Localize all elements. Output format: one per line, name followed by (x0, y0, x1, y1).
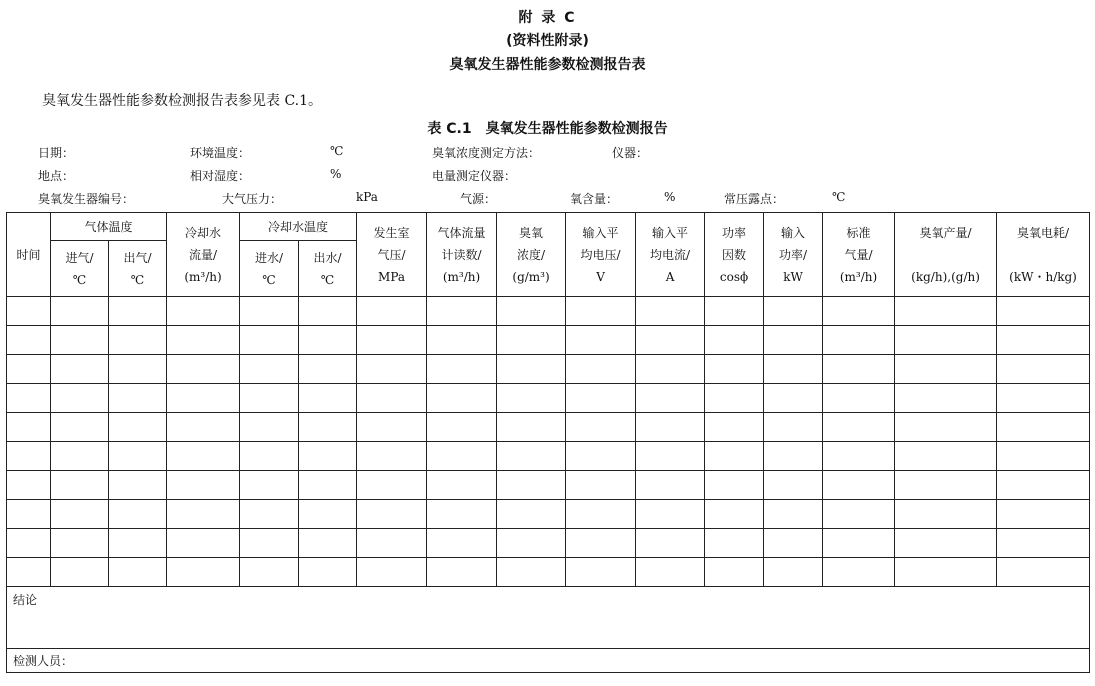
col-time: 时间 (7, 213, 51, 297)
table-row (7, 442, 1090, 471)
table-cell[interactable] (997, 558, 1090, 587)
table-cell[interactable] (497, 529, 566, 558)
table-cell[interactable] (427, 413, 497, 442)
table-cell[interactable] (109, 529, 167, 558)
table-cell[interactable] (51, 355, 109, 384)
col-ozone-output: 臭氧产量/ (kg/h),(g/h) (895, 213, 997, 297)
table-cell[interactable] (705, 558, 764, 587)
col-power-factor: 功率 因数 cosϕ (705, 213, 764, 297)
table-cell[interactable] (823, 500, 895, 529)
table-cell[interactable] (566, 500, 636, 529)
table-cell[interactable] (764, 500, 823, 529)
intro-text: 臭氧发生器性能参数检测报告表参见表 C.1。 (42, 93, 323, 109)
table-cell[interactable] (7, 413, 51, 442)
table-cell[interactable] (357, 413, 427, 442)
col-cooling-temp: 冷却水温度 (240, 213, 357, 241)
table-cell[interactable] (109, 442, 167, 471)
location-label: 地点： (38, 169, 75, 183)
table-cell[interactable] (636, 413, 705, 442)
table-cell[interactable] (299, 471, 357, 500)
table-cell[interactable] (357, 558, 427, 587)
table-cell[interactable] (427, 471, 497, 500)
env-temp-label: 环境温度： (190, 146, 251, 160)
appendix-heading: 附 录 C (518, 10, 577, 26)
table-cell[interactable] (427, 500, 497, 529)
table-cell[interactable] (566, 471, 636, 500)
table-row (7, 355, 1090, 384)
col-gas-temp: 气体温度 (51, 213, 167, 241)
table-cell[interactable] (997, 413, 1090, 442)
table-cell[interactable] (764, 442, 823, 471)
table-row (7, 326, 1090, 355)
table-row (7, 500, 1090, 529)
table-cell[interactable] (895, 413, 997, 442)
table-cell[interactable] (357, 442, 427, 471)
table-cell[interactable] (240, 413, 299, 442)
table-cell[interactable] (167, 413, 240, 442)
pressure-unit: kPa (356, 190, 378, 204)
date-label: 日期： (38, 146, 75, 160)
table-cell[interactable] (240, 384, 299, 413)
inspector-cell[interactable] (7, 649, 1090, 673)
table-cell[interactable] (299, 413, 357, 442)
table-cell[interactable] (51, 297, 109, 326)
table-cell[interactable] (299, 355, 357, 384)
table-cell[interactable] (566, 413, 636, 442)
table-cell[interactable] (497, 384, 566, 413)
oxygen-label: 氧含量： (570, 192, 619, 206)
table-cell[interactable] (764, 326, 823, 355)
table-cell[interactable] (823, 355, 895, 384)
env-temp-unit: ℃ (330, 144, 344, 158)
table-cell[interactable] (357, 529, 427, 558)
table-cell[interactable] (764, 558, 823, 587)
instrument-label: 仪器： (612, 146, 649, 160)
table-row (7, 529, 1090, 558)
table-cell[interactable] (636, 471, 705, 500)
table-cell[interactable] (566, 442, 636, 471)
table-cell[interactable] (705, 384, 764, 413)
table-cell[interactable] (167, 355, 240, 384)
table-cell[interactable] (636, 297, 705, 326)
table-cell[interactable] (109, 558, 167, 587)
table-cell[interactable] (497, 355, 566, 384)
table-cell[interactable] (427, 297, 497, 326)
col-flow-meter: 气体流量 计读数/ (m³/h) (427, 213, 497, 297)
table-cell[interactable] (823, 413, 895, 442)
table-cell[interactable] (427, 355, 497, 384)
table-cell[interactable] (7, 558, 51, 587)
col-power-consumption: 臭氧电耗/ (kW・h/kg) (997, 213, 1090, 297)
table-cell[interactable] (109, 500, 167, 529)
table-cell[interactable] (240, 500, 299, 529)
report-table (6, 212, 1090, 673)
table-cell[interactable] (705, 413, 764, 442)
table-cell[interactable] (51, 442, 109, 471)
table-cell[interactable] (51, 471, 109, 500)
table-cell[interactable] (167, 529, 240, 558)
table-cell[interactable] (497, 442, 566, 471)
table-row (7, 384, 1090, 413)
table-cell[interactable] (7, 355, 51, 384)
table-cell[interactable] (636, 529, 705, 558)
table-cell[interactable] (299, 500, 357, 529)
table-cell[interactable] (357, 297, 427, 326)
table-cell[interactable] (357, 326, 427, 355)
table-cell[interactable] (7, 442, 51, 471)
table-cell[interactable] (109, 326, 167, 355)
table-cell[interactable] (7, 471, 51, 500)
gas-source-label: 气源： (460, 192, 497, 206)
table-cell[interactable] (895, 442, 997, 471)
table-cell[interactable] (636, 355, 705, 384)
table-cell[interactable] (895, 355, 997, 384)
table-cell[interactable] (566, 326, 636, 355)
table-cell[interactable] (167, 384, 240, 413)
table-cell[interactable] (895, 326, 997, 355)
table-cell[interactable] (823, 471, 895, 500)
table-cell[interactable] (997, 297, 1090, 326)
table-cell[interactable] (240, 297, 299, 326)
table-cell[interactable] (997, 384, 1090, 413)
table-cell[interactable] (823, 297, 895, 326)
table-cell[interactable] (764, 529, 823, 558)
col-chamber-pressure: 发生室 气压/ MPa (357, 213, 427, 297)
table-cell[interactable] (357, 500, 427, 529)
table-row (7, 471, 1090, 500)
table-cell[interactable] (566, 297, 636, 326)
col-input-voltage: 输入平 均电压/ V (566, 213, 636, 297)
table-cell[interactable] (566, 529, 636, 558)
table-cell[interactable] (764, 355, 823, 384)
table-cell[interactable] (497, 413, 566, 442)
table-cell[interactable] (636, 500, 705, 529)
col-standard-gas: 标准 气量/ (m³/h) (823, 213, 895, 297)
table-cell[interactable] (240, 355, 299, 384)
table-cell[interactable] (51, 529, 109, 558)
table-cell[interactable] (997, 471, 1090, 500)
table-cell[interactable] (895, 529, 997, 558)
col-gas-out: 出气/ ℃ (109, 241, 167, 297)
table-cell[interactable] (167, 326, 240, 355)
table-cell[interactable] (895, 471, 997, 500)
table-cell[interactable] (705, 529, 764, 558)
table-row (7, 297, 1090, 326)
table-cell[interactable] (427, 384, 497, 413)
table-cell[interactable] (764, 297, 823, 326)
dew-point-label: 常压露点： (724, 192, 785, 206)
table-cell[interactable] (167, 442, 240, 471)
table-cell[interactable] (109, 413, 167, 442)
table-cell[interactable] (427, 529, 497, 558)
table-cell[interactable] (240, 326, 299, 355)
table-cell[interactable] (997, 355, 1090, 384)
table-cell[interactable] (109, 355, 167, 384)
table-cell[interactable] (705, 355, 764, 384)
table-cell[interactable] (240, 529, 299, 558)
conclusion-label: 结论 (13, 593, 38, 607)
table-row (7, 413, 1090, 442)
table-cell[interactable] (7, 500, 51, 529)
table-cell[interactable] (997, 500, 1090, 529)
table-cell[interactable] (167, 297, 240, 326)
table-cell[interactable] (299, 326, 357, 355)
appendix-title: 臭氧发生器性能参数检测报告表 (449, 57, 646, 73)
table-cell[interactable] (764, 384, 823, 413)
col-input-power: 输入 功率/ kW (764, 213, 823, 297)
table-cell[interactable] (705, 297, 764, 326)
table-cell[interactable] (823, 384, 895, 413)
table-cell[interactable] (636, 326, 705, 355)
table-cell[interactable] (299, 297, 357, 326)
table-cell[interactable] (167, 558, 240, 587)
inspector-label: 检测人员： (13, 653, 74, 668)
table-cell[interactable] (109, 297, 167, 326)
table-cell[interactable] (823, 558, 895, 587)
table-cell[interactable] (997, 442, 1090, 471)
table-cell[interactable] (497, 471, 566, 500)
col-input-current: 输入平 均电流/ A (636, 213, 705, 297)
table-cell[interactable] (566, 558, 636, 587)
humidity-label: 相对湿度： (190, 169, 251, 183)
generator-no-label: 臭氧发生器编号： (38, 192, 135, 206)
table-cell[interactable] (636, 558, 705, 587)
table-cell[interactable] (997, 529, 1090, 558)
table-cell[interactable] (823, 529, 895, 558)
table-cell[interactable] (497, 500, 566, 529)
table-cell[interactable] (357, 355, 427, 384)
table-cell[interactable] (357, 384, 427, 413)
col-water-in: 进水/ ℃ (240, 241, 299, 297)
col-gas-in: 进气/ ℃ (51, 241, 109, 297)
table-cell[interactable] (497, 558, 566, 587)
table-cell[interactable] (299, 384, 357, 413)
table-cell[interactable] (497, 326, 566, 355)
table-cell[interactable] (7, 326, 51, 355)
table-cell[interactable] (7, 384, 51, 413)
table-cell[interactable] (636, 384, 705, 413)
table-cell[interactable] (895, 500, 997, 529)
humidity-unit: % (330, 167, 342, 181)
table-cell[interactable] (299, 529, 357, 558)
table-cell[interactable] (705, 442, 764, 471)
table-cell[interactable] (895, 384, 997, 413)
table-cell[interactable] (823, 326, 895, 355)
power-instrument-label: 电量测定仪器： (432, 169, 517, 183)
table-cell[interactable] (895, 558, 997, 587)
table-cell[interactable] (51, 326, 109, 355)
table-cell[interactable] (240, 442, 299, 471)
table-cell[interactable] (497, 297, 566, 326)
table-cell[interactable] (705, 500, 764, 529)
table-cell[interactable] (51, 413, 109, 442)
table-cell[interactable] (636, 442, 705, 471)
table-cell[interactable] (109, 471, 167, 500)
dew-point-unit: ℃ (832, 190, 846, 204)
table-cell[interactable] (167, 500, 240, 529)
table-cell[interactable] (566, 355, 636, 384)
table-cell[interactable] (240, 558, 299, 587)
ozone-method-label: 臭氧浓度测定方法： (432, 146, 541, 160)
table-cell[interactable] (240, 471, 299, 500)
table-cell[interactable] (299, 558, 357, 587)
table-cell[interactable] (764, 413, 823, 442)
table-cell[interactable] (427, 558, 497, 587)
table-cell[interactable] (427, 442, 497, 471)
table-cell[interactable] (997, 326, 1090, 355)
col-cooling-flow: 冷却水 流量/ (m³/h) (167, 213, 240, 297)
col-ozone-concentration: 臭氧 浓度/ (g/m³) (497, 213, 566, 297)
pressure-label: 大气压力： (222, 192, 283, 206)
oxygen-unit: % (664, 190, 676, 204)
table-cell[interactable] (109, 384, 167, 413)
table-cell[interactable] (764, 471, 823, 500)
table-cell[interactable] (357, 471, 427, 500)
table-cell[interactable] (51, 384, 109, 413)
table-caption: 表 C.1 臭氧发生器性能参数检测报告 (427, 121, 668, 137)
table-cell[interactable] (895, 297, 997, 326)
conclusion-cell[interactable] (7, 587, 1090, 649)
table-cell[interactable] (51, 500, 109, 529)
table-cell[interactable] (299, 442, 357, 471)
table-cell[interactable] (7, 529, 51, 558)
table-cell[interactable] (566, 384, 636, 413)
table-cell[interactable] (167, 471, 240, 500)
col-water-out: 出水/ ℃ (299, 241, 357, 297)
table-cell[interactable] (705, 326, 764, 355)
table-cell[interactable] (823, 442, 895, 471)
table-cell[interactable] (705, 471, 764, 500)
table-cell[interactable] (427, 326, 497, 355)
table-cell[interactable] (51, 558, 109, 587)
appendix-nature: (资料性附录) (506, 33, 589, 49)
table-row (7, 558, 1090, 587)
table-cell[interactable] (7, 297, 51, 326)
